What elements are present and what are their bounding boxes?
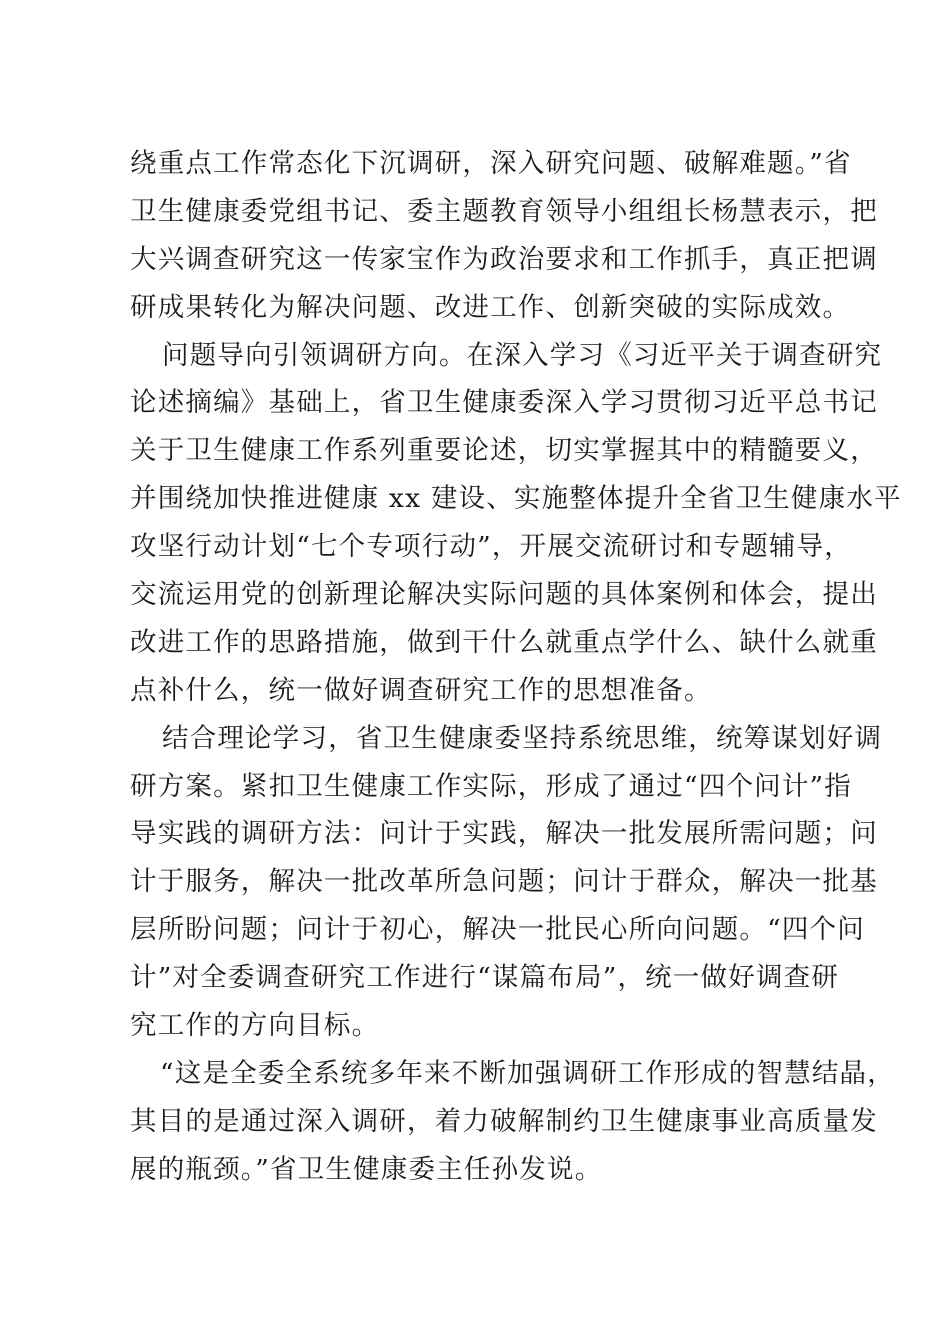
text-line-21: 其目的是通过深入调研，着力破解制约卫生健康事业高质量发 xyxy=(130,1105,878,1137)
text-line-13: 结合理论学习，省卫生健康委坚持系统思维，统筹谋划好调 xyxy=(162,722,883,754)
text-line-5: 问题导向引领调研方向。在深入学习《习近平关于调查研究 xyxy=(162,339,883,371)
text-line-16: 计于服务，解决一批改革所急问题；问计于群众，解决一批基 xyxy=(130,866,878,898)
text-line-14: 研方案。紧扣卫生健康工作实际，形成了通过“四个问计”指 xyxy=(130,770,852,802)
text-line-3: 大兴调查研究这一传家宝作为政治要求和工作抓手，真正把调 xyxy=(130,243,878,275)
text-line-11: 改进工作的思路措施，做到干什么就重点学什么、缺什么就重 xyxy=(130,626,878,658)
text-line-8: 并围绕加快推进健康 xx 建设、实施整体提升全省卫生健康水平 xyxy=(130,483,902,515)
text-line-7: 关于卫生健康工作系列重要论述，切实掌握其中的精髓要义， xyxy=(130,435,878,467)
text-line-19: 究工作的方向目标。 xyxy=(130,1010,380,1042)
text-line-22: 展的瓶颈。”省卫生健康委主任孙发说。 xyxy=(130,1153,603,1185)
text-line-20: “这是全委全系统多年来不断加强调研工作形成的智慧结晶， xyxy=(160,1057,895,1089)
text-line-12: 点补什么，统一做好调查研究工作的思想准备。 xyxy=(130,674,712,706)
text-line-18: 计”对全委调查研究工作进行“谋篇布局”，统一做好调查研 xyxy=(130,962,840,994)
text-line-4: 研成果转化为解决问题、改进工作、创新突破的实际成效。 xyxy=(130,291,851,323)
text-line-9: 攻坚行动计划“七个专项行动”，开展交流研讨和专题辅导， xyxy=(130,531,852,563)
text-line-6: 论述摘编》基础上，省卫生健康委深入学习贯彻习近平总书记 xyxy=(130,387,878,419)
text-line-17: 层所盼问题；问计于初心，解决一批民心所向问题。“四个问 xyxy=(130,914,865,946)
text-line-15: 导实践的调研方法：问计于实践，解决一批发展所需问题；问 xyxy=(130,818,878,850)
text-line-1: 绕重点工作常态化下沉调研，深入研究问题、破解难题。”省 xyxy=(130,148,852,179)
text-line-2: 卫生健康委党组书记、委主题教育领导小组组长杨慧表示，把 xyxy=(130,195,878,227)
text-line-10: 交流运用党的创新理论解决实际问题的具体案例和体会，提出 xyxy=(130,579,878,611)
body-text xyxy=(130,140,902,1194)
